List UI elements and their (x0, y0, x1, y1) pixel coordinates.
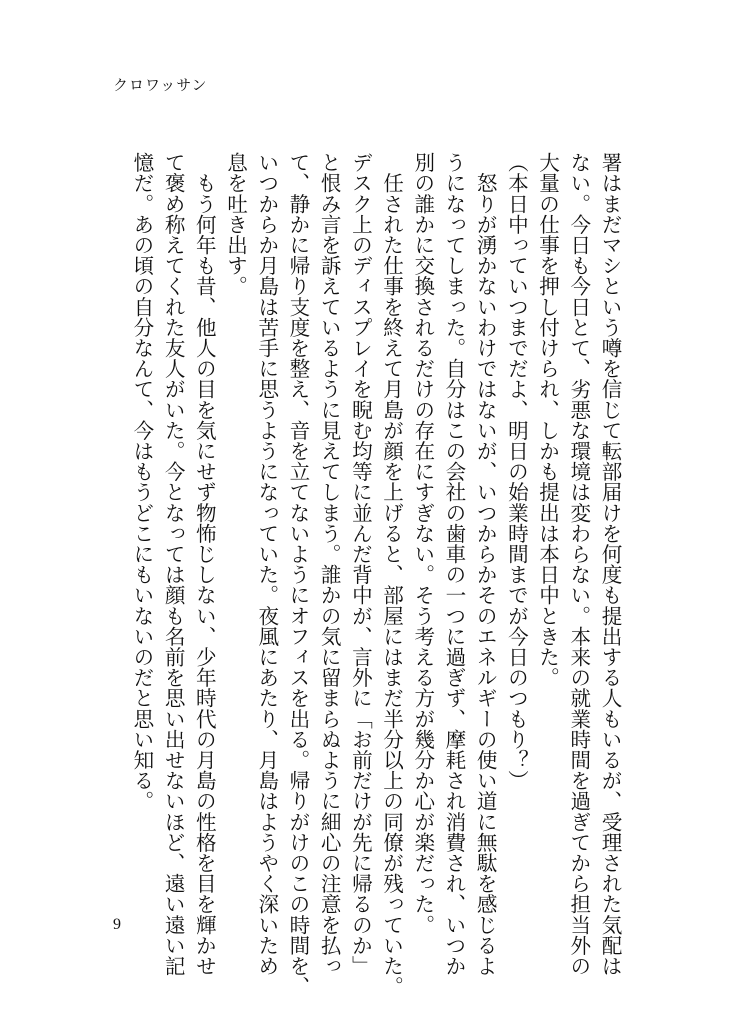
text-line: て褒め称えてくれた友人がいた。今となっては顔も名前を思い出せないほど、遠い遠い記 (161, 152, 186, 976)
body-text (126, 152, 625, 997)
text-line: いつからか月島は苦手に思うようになっていた。夜風にあたり、月島はようやく深いため (254, 152, 279, 976)
text-line: 任された仕事を終えて月島が顔を上げると、部屋にはまだ半分以上の同僚が残っていた。 (379, 152, 404, 997)
text-line: 憶だ。あの頃の自分なんて、今はもうどこにもいないのだと思い知る。 (129, 152, 154, 812)
text-line: うになってしまった。自分はこの会社の歯車の一つに過ぎず、摩耗され消費され、いつか (441, 152, 466, 976)
page-number: 9 (113, 916, 121, 933)
running-header: クロワッサン (113, 76, 208, 94)
text-line: 別の誰かに交換されるだけの存在にすぎない。そう考える方が幾分か心が楽だった。 (410, 152, 435, 935)
text-line: （本日中っていつまでだよ、明日の始業時間までが今日のつもり？） (504, 152, 529, 791)
text-line: と恨み言を訴えているように見えてしまう。誰かの気に留まらぬように細心の注意を払っ (317, 152, 342, 976)
text-line: て、静かに帰り支度を整え、音を立てないようにオフィスを出る。帰りがけのこの時間を、 (285, 152, 310, 997)
text-line: 怒りが湧かないわけではないが、いつからかそのエネルギーの使い道に無駄を感じるよ (473, 152, 498, 976)
text-line: もう何年も昔、他人の目を気にせず物怖じしない、少年時代の月島の性格を目を輝かせ (192, 152, 217, 976)
text-line: デスク上のディスプレイを睨む均等に並んだ背中が、言外に「お前だけが先に帰るのか」 (348, 152, 373, 976)
text-line: 息を吐き出す。 (223, 152, 248, 297)
text-line: ない。今日も今日とて、劣悪な環境は変わらない。本来の就業時間を過ぎてから担当外の (566, 152, 591, 976)
text-line: 大量の仕事を押し付けられ、しかも提出は本日中ときた。 (535, 152, 560, 688)
text-line: 署はまだマシという噂を信じて転部届けを何度も提出する人もいるが、受理された気配は (598, 152, 622, 976)
